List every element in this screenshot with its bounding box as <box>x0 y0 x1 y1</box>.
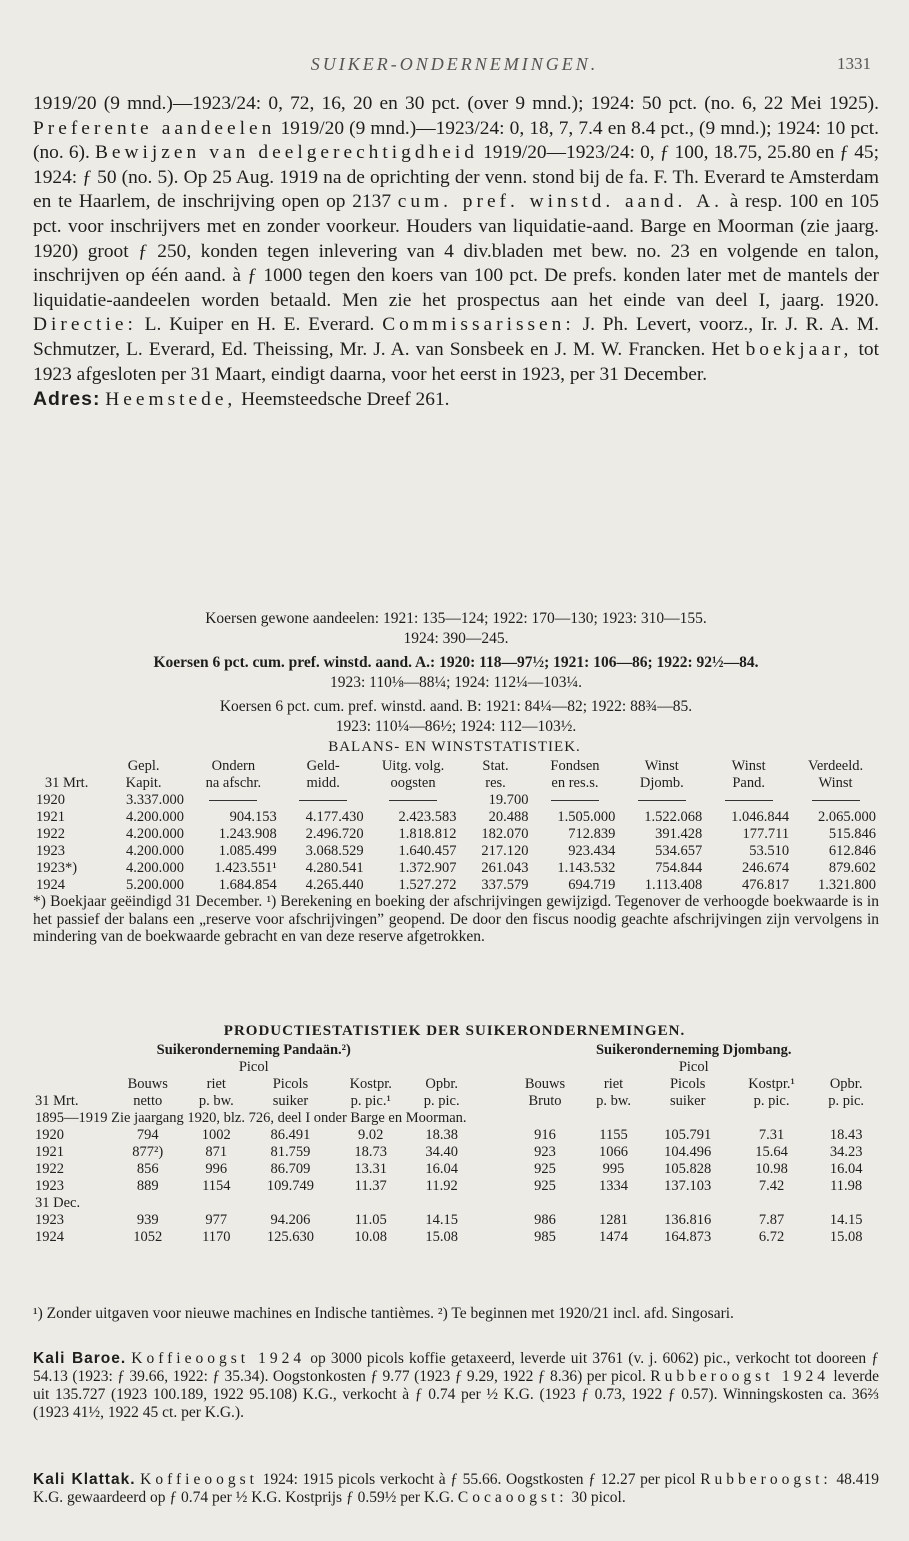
balans-value-cell: 2.496.720 <box>305 826 364 842</box>
balans-header2-cell: oogsten <box>390 775 436 791</box>
adres-line <box>33 387 879 413</box>
pandaan-name: Suikeronderneming Pandaän.²) <box>156 1042 351 1058</box>
balans-value-cell <box>618 792 705 809</box>
balans-body <box>33 792 879 894</box>
productie-value-cell: 18.38 <box>425 1127 458 1143</box>
productie-value-cell: 15.08 <box>829 1229 863 1245</box>
productie-row <box>33 1127 879 1144</box>
productie-value-cell: 34.40 <box>425 1144 458 1160</box>
productie-value-cell: Bruto <box>528 1093 562 1109</box>
productie-value-cell: 923 <box>534 1144 556 1160</box>
productie-value-cell: netto <box>133 1093 163 1109</box>
productie-value-cell: 986 <box>534 1212 556 1228</box>
kali-klattak-name: Kali Klattak. <box>33 1471 136 1488</box>
kali-klattak-koffie-text: 1924: 1915 picols verkocht à ƒ 55.66. Oogstkosten ƒ 12.27 per picol <box>262 1471 696 1488</box>
balans-value-cell: 4.200.000 <box>126 843 185 859</box>
kali-baroe-koffie-text: op 3000 picols koffie getaxeerd, leverde uit 3761 (v. j. 6062) pic., verkocht tot dooreen ƒ 54.13 (1923: ƒ 39.66, 1922: ƒ 35.34). Oogstonkosten ƒ 9.77 (1923 ƒ 9.29, 1922 ƒ 8.36) per picol. <box>33 1350 880 1385</box>
adres-street: Heemsteedsche Dreef 261. <box>241 389 450 411</box>
kali-klattak-rubber-label: Rubberoogst: <box>700 1471 832 1488</box>
productie-value-cell: 871 <box>205 1144 228 1160</box>
balans-title: BALANS- EN WINSTSTATISTIEK. <box>328 739 581 755</box>
balans-header2-cell: Pand. <box>732 775 765 791</box>
balans-value-cell: 534.657 <box>655 843 703 859</box>
productie-value-cell: 925 <box>534 1161 556 1177</box>
balans-value-cell: 754.844 <box>655 860 703 876</box>
productie-value-cell: 125.630 <box>266 1229 315 1245</box>
koersen-pref-a-line2: 1923: 110⅛—88¼; 1924: 112¼—103¼. <box>329 673 583 691</box>
djombang-name: Suikeronderneming Djombang. <box>595 1042 792 1058</box>
balans-value-cell: 3.068.529 <box>305 843 364 859</box>
preferente-text: 1919/20 (9 mnd.)—1923/24: 0, 18, 7, 7.4 en 8.4 pct., (9 mnd.); 1924: 10 pct. (no. 6). <box>33 117 879 164</box>
balans-value-cell: 177.711 <box>742 826 790 842</box>
koersen-pref-b <box>33 697 879 736</box>
balans-header2-cell: 31 Mrt. <box>44 775 89 791</box>
company-description <box>33 92 879 413</box>
balans-year-cell: 1923*) <box>36 860 78 876</box>
koersen-pref-a-line1: Koersen 6 pct. cum. pref. winstd. aand. A.: 1920: 118—97½; 1921: 106—86; 1922: 92½—84. <box>153 654 759 671</box>
productie-value-cell: 996 <box>205 1161 228 1177</box>
balans-value-cell: 4.280.541 <box>305 860 364 876</box>
empty-value-dash <box>725 800 773 801</box>
productie-value-cell: suiker <box>272 1093 309 1109</box>
productie-picol-row <box>33 1059 879 1076</box>
kali-baroe-rubber-label: Rubberoogst 1924 <box>650 1368 829 1385</box>
balans-value-cell: 5.200.000 <box>126 877 185 893</box>
balans-value-cell: 1.046.844 <box>731 809 790 825</box>
balans-value-cell: 1.372.907 <box>398 860 457 876</box>
productie-header-row-1 <box>33 1076 879 1093</box>
dividend-text: 1919/20 (9 mnd.)—1923/24: 0, 72, 16, 20 en 30 pct. (over 9 mnd.); 1924: 50 pct. (no. 6, 22 Mei 1925). <box>33 93 879 114</box>
productie-value-cell: 916 <box>534 1127 556 1143</box>
productie-value-cell: 1170 <box>202 1229 231 1245</box>
productie-value-cell: 985 <box>534 1229 556 1245</box>
productie-value-cell: 109.749 <box>266 1178 315 1194</box>
productie-value-cell: 11.37 <box>354 1178 387 1194</box>
productie-company-row <box>33 1042 879 1059</box>
balans-header1-cell: Gepl. <box>127 758 160 774</box>
balans-value-cell: 476.817 <box>741 877 790 893</box>
productie-year-cell: 1924 <box>35 1229 64 1245</box>
balans-value-cell: 1.113.408 <box>644 877 703 893</box>
balans-value-cell: 4.200.000 <box>126 860 185 876</box>
balans-row <box>33 809 879 826</box>
productie-value-cell: Opbr. <box>425 1076 458 1092</box>
balans-value-cell: 1.527.272 <box>398 877 457 893</box>
preferente-label: Preferente aandeelen <box>33 117 276 139</box>
kali-klattak-cocoa-text: 30 picol. <box>571 1489 626 1506</box>
balans-header2-cell: na afschr. <box>205 775 262 791</box>
balans-value-cell: 19.700 <box>488 792 529 808</box>
balans-year-cell: 1922 <box>36 826 65 842</box>
balans-value-cell: 4.177.430 <box>305 809 364 825</box>
balans-header1-cell: Uitg. volg. <box>381 758 445 774</box>
productie-year-cell: 1920 <box>35 1127 64 1143</box>
balans-header-row-1 <box>33 758 879 775</box>
productie-year-cell: 1923 <box>35 1212 64 1228</box>
productie-value-cell: 105.791 <box>664 1127 712 1143</box>
koersen-pref-b-line2: 1923: 110¼—86½; 1924: 112—103½. <box>335 717 577 735</box>
balans-value-cell: 904.153 <box>229 809 277 825</box>
productie-value-cell: 136.816 <box>664 1212 712 1228</box>
productie-value-cell: 977 <box>205 1212 228 1228</box>
productie-value-cell: 6.72 <box>758 1229 785 1245</box>
productie-table <box>33 1042 879 1246</box>
adres-label: Adres: <box>33 388 101 411</box>
productie-note-cell: 1895—1919 Zie jaargang 1920, blz. 726, deel I onder Barge en Moorman. <box>35 1110 467 1126</box>
balans-footnote <box>33 893 879 946</box>
productie-value-cell: 1066 <box>599 1144 629 1160</box>
balans-value-cell: 4.265.440 <box>305 877 364 893</box>
productie-row <box>33 1212 879 1229</box>
productie-row <box>33 1178 879 1195</box>
balans-value-cell: 4.200.000 <box>126 826 185 842</box>
productie-value-cell: p. pic. <box>753 1093 790 1109</box>
balans-footnote-text: *) Boekjaar geëindigd 31 December. ¹) Berekening en boeking der afschrijvingen gewijzigd. Tegenover de verhoogde boekwaarde is in het passief der balans een „reserve voor afschrijvingen” geopend. De door den fiscus noodig geachte afschrijvingen zijn vervolgens in mindering van de boekwaarde gebracht en van deze reserve afgetrokken. <box>33 893 879 945</box>
balans-header1-cell: Verdeeld. <box>807 758 864 774</box>
picol-label-left: Picol <box>238 1059 269 1075</box>
inschrijving-text: à resp. 100 en 105 pct. voor inschrijvers met en zonder voorkeur. Houders van liquidatie-aand. Barge en Moorman (zie jaarg. 1920) groot ƒ 250, konden tegen inlevering van 4 div.bladen met bew. no. 23 en volgende en talon, inschrijven op één aand. à ƒ 1000 tegen den koers van 100 pct. De prefs. konden later met de mantels der liquidatie-aandeelen worden betaald. Men zie het prospectus aan het einde van deel I, jaarg. 1920. <box>33 191 879 311</box>
balans-header1-cell: Winst <box>644 758 679 774</box>
kali-baroe-rubber-text: leverde uit 135.727 (1923 100.189, 1922 95.108) K.G., verkocht à ƒ 0.74 per ½ K.G. (1923 ƒ 0.73, 1922 ƒ 0.57). Winningskosten ca. 36⅔ (1923 41½, 1922 45 ct. per K.G.). <box>33 1368 880 1421</box>
productie-value-cell: Opbr. <box>829 1076 863 1092</box>
productie-value-cell: 16.04 <box>829 1161 863 1177</box>
balans-value-cell <box>280 792 367 809</box>
productie-value-cell: 11.92 <box>425 1178 458 1194</box>
productie-value-cell: 164.873 <box>664 1229 712 1245</box>
productie-row <box>33 1144 879 1161</box>
balans-value-cell: 4.200.000 <box>126 809 185 825</box>
directie-text: L. Kuiper en H. E. Everard. <box>144 314 375 336</box>
balans-value-cell: 53.510 <box>749 843 790 859</box>
balans-value-cell: 246.674 <box>741 860 790 876</box>
kali-klattak-rubber-text: 48.419 K.G. gewaardeerd op ƒ 0.74 per ½ K.G. Kostprijs ƒ 0.59½ per K.G. <box>33 1471 880 1506</box>
directie-label: Directie: <box>33 314 137 336</box>
productie-row <box>33 1161 879 1178</box>
balans-value-cell: 337.579 <box>481 877 529 893</box>
productie-value-cell: riet <box>206 1076 226 1092</box>
productie-value-cell: 14.15 <box>425 1212 458 1228</box>
description-paragraph <box>33 92 879 387</box>
balans-value-cell: 1.684.854 <box>218 877 277 893</box>
productie-value-cell: Picols <box>669 1076 706 1092</box>
balans-header2-cell: Djomb. <box>639 775 684 791</box>
productie-value-cell: 1155 <box>599 1127 628 1143</box>
balans-row <box>33 826 879 843</box>
productie-value-cell: 995 <box>602 1161 625 1177</box>
productie-value-cell: 137.103 <box>664 1178 712 1194</box>
productie-value-cell: 105.828 <box>664 1161 712 1177</box>
balans-header2-cell: Winst <box>818 775 853 791</box>
balans-value-cell <box>367 792 460 809</box>
productie-value-cell: p. pic. <box>828 1093 865 1109</box>
productie-value-cell: 889 <box>136 1178 159 1194</box>
balans-value-cell: 1.243.908 <box>218 826 277 842</box>
balans-header2-cell: midd. <box>306 775 340 791</box>
productie-value-cell: 7.87 <box>758 1212 785 1228</box>
balans-value-cell: 182.070 <box>481 826 529 842</box>
productie-year-cell <box>33 1076 111 1093</box>
productie-value-cell: 34.23 <box>829 1144 863 1160</box>
balans-value-cell: 391.428 <box>655 826 703 842</box>
balans-value-cell: 1.505.000 <box>557 809 616 825</box>
page-number: 1331 <box>837 54 871 73</box>
koersen-gewone-line2: 1924: 390—245. <box>403 629 509 647</box>
balans-year-cell: 1921 <box>36 809 65 825</box>
productie-value-cell: 939 <box>136 1212 159 1228</box>
empty-value-dash <box>812 800 860 801</box>
balans-header2-cell: res. <box>485 775 506 791</box>
bewijzen-text: 1919/20—1923/24: 0, ƒ 100, 18.75, 25.80 en ƒ 45; 1924: ƒ 50 (no. 5). Op 25 Aug. 1919 na de oprichting der venn. stond bij de fa. F. Th. Everard te Amsterdam en te Haarlem, de inschrijving open op 2137 <box>33 142 879 213</box>
balans-value-cell: 3.337.000 <box>126 792 185 808</box>
productie-footnote <box>33 1305 879 1323</box>
balans-header2-cell: en res.s. <box>551 775 599 791</box>
balans-value-cell <box>187 792 280 809</box>
commissarissen-text: J. Ph. Levert, voorz., Ir. J. R. A. M. Schmutzer, L. Everard, Ed. Theissing, Mr. J. A. van Sonsbeek en J. M. W. Francken. Het <box>33 314 879 360</box>
balans-value-cell: 1.522.068 <box>644 809 703 825</box>
productie-value-cell: 9.02 <box>358 1127 384 1143</box>
empty-value-dash <box>209 800 257 801</box>
productie-value-cell: 18.43 <box>829 1127 863 1143</box>
balans-header1-cell <box>33 758 100 775</box>
productie-year-cell: 1923 <box>35 1178 64 1194</box>
balans-year-cell: 1924 <box>36 877 65 893</box>
productie-value-cell: 1334 <box>599 1178 629 1194</box>
balans-value-cell <box>792 792 879 809</box>
productie-value-cell: 81.759 <box>270 1144 311 1160</box>
balans-year-cell: 1920 <box>36 792 65 808</box>
productie-header-row-2 <box>33 1093 879 1110</box>
page-header <box>0 54 909 84</box>
balans-header1-cell: Geld- <box>306 758 340 774</box>
bewijzen-label: Bewijzen van deelgerechtigdheid <box>94 142 478 164</box>
kali-klattak-koffie-label: Koffieoogst <box>140 1471 258 1488</box>
productie-value-cell: 86.491 <box>270 1127 311 1143</box>
balans-value-cell: 879.602 <box>828 860 876 876</box>
productie-value-cell: 86.709 <box>270 1161 311 1177</box>
balans-table <box>33 758 879 894</box>
productie-value-cell: 10.08 <box>354 1229 388 1245</box>
kali-baroe-name: Kali Baroe. <box>33 1350 127 1367</box>
balans-header1-cell: Stat. <box>482 758 509 774</box>
productie-value-cell: p. bw. <box>198 1093 234 1109</box>
balans-value-cell: 515.846 <box>828 826 876 842</box>
productie-value-cell: 877²) <box>132 1144 164 1160</box>
productie-value-cell: p. bw. <box>596 1093 631 1109</box>
boekjaar-label: boekjaar, <box>745 338 853 360</box>
productie-title: PRODUCTIESTATISTIEK DER SUIKERONDERNEMINGEN. <box>223 1023 686 1039</box>
balans-value-cell: 1.423.551¹ <box>214 860 277 876</box>
balans-value-cell: 217.120 <box>481 843 529 859</box>
kali-baroe-section <box>33 1350 879 1422</box>
productie-value-cell: 7.42 <box>758 1178 785 1194</box>
productie-value-cell: riet <box>603 1076 624 1092</box>
balans-row <box>33 792 879 809</box>
balans-value-cell: 1.321.800 <box>818 877 876 893</box>
balans-value-cell: 612.846 <box>828 843 876 859</box>
balans-value-cell: 923.434 <box>568 843 616 859</box>
koersen-gewone <box>33 609 879 648</box>
koersen-pref-b-line1: Koersen 6 pct. cum. pref. winstd. aand. B: 1921: 84¼—82; 1922: 88¾—85. <box>219 698 693 715</box>
boekjaar-text: tot 1923 afgesloten per 31 Maart, eindigt daarna, voor het eerst in 1923, per 31 December. <box>33 338 879 385</box>
productie-value-cell: 104.496 <box>664 1144 712 1160</box>
balans-value-cell: 2.423.583 <box>398 809 457 825</box>
balans-header1-cell: Ondern <box>211 758 256 774</box>
productie-value-cell: 15.08 <box>425 1229 458 1245</box>
balans-value-cell: 694.719 <box>568 877 616 893</box>
kali-klattak-cocoa-label: Cocaoogst: <box>457 1489 568 1506</box>
balans-value-cell: 1.640.457 <box>398 843 457 859</box>
balans-value-cell: 2.065.000 <box>818 809 876 825</box>
productie-value-cell: 11.98 <box>830 1178 863 1194</box>
productie-value-cell: 18.73 <box>354 1144 388 1160</box>
balans-value-cell: 1.085.499 <box>218 843 277 859</box>
balans-header1-cell: Winst <box>731 758 766 774</box>
balans-year-cell: 1923 <box>36 843 65 859</box>
productie-value-cell: 1281 <box>599 1212 629 1228</box>
balans-value-cell <box>532 792 619 809</box>
commissarissen-label: Commissarissen: <box>382 314 575 336</box>
koersen-gewone-line1: Koersen gewone aandeelen: 1921: 135—124; 1922: 170—130; 1923: 310—155. <box>205 610 707 627</box>
productie-value-cell: suiker <box>669 1093 706 1109</box>
productie-value-cell: 1052 <box>133 1229 163 1245</box>
kali-klattak-section <box>33 1471 879 1507</box>
productie-value-cell: 15.64 <box>755 1144 788 1160</box>
balans-header2-cell: Kapit. <box>125 775 162 791</box>
empty-value-dash <box>299 800 347 801</box>
adres-place: Heemstede, <box>105 389 237 411</box>
balans-value-cell: 20.488 <box>488 809 529 825</box>
productie-value-cell: 925 <box>534 1178 556 1194</box>
productie-value-cell: Kostpr.¹ <box>748 1076 795 1092</box>
productie-value-cell: 1154 <box>202 1178 231 1194</box>
productie-year-cell: 1922 <box>35 1161 64 1177</box>
productie-dec-label-row <box>33 1195 879 1212</box>
productie-row <box>33 1229 879 1246</box>
productie-value-cell: 794 <box>136 1127 159 1143</box>
productie-value-cell: Bouws <box>127 1076 168 1092</box>
productie-value-cell: p. pic.¹ <box>350 1093 391 1109</box>
balans-value-cell: 1.143.532 <box>557 860 616 876</box>
empty-value-dash <box>389 800 437 801</box>
balans-row <box>33 877 879 894</box>
balans-value-cell: 261.043 <box>481 860 529 876</box>
balans-header-row-2 <box>33 775 879 792</box>
productie-body <box>33 1042 879 1246</box>
running-title: SUIKER-ONDERNEMINGEN. <box>310 54 599 74</box>
productie-year-cell: 1921 <box>35 1144 64 1160</box>
balans-header1-cell: Fondsen <box>550 758 600 774</box>
picol-label-right: Picol <box>678 1059 709 1075</box>
productie-footnote-text: ¹) Zonder uitgaven voor nieuwe machines en Indische tantièmes. ²) Te beginnen met 1920/21 incl. afd. Singosari. <box>33 1305 734 1322</box>
productie-value-cell: 16.04 <box>425 1161 458 1177</box>
balans-value-cell <box>705 792 792 809</box>
balans-value-cell: 712.839 <box>568 826 616 842</box>
productie-value-cell: Picols <box>272 1076 309 1092</box>
empty-value-dash <box>638 800 686 801</box>
productie-value-cell: p. pic. <box>423 1093 460 1109</box>
productie-value-cell: 7.31 <box>758 1127 785 1143</box>
productie-value-cell: Bouws <box>524 1076 566 1092</box>
kali-baroe-paragraph <box>33 1350 879 1422</box>
balans-row <box>33 860 879 877</box>
productie-value-cell: 10.98 <box>755 1161 788 1177</box>
kali-klattak-paragraph <box>33 1471 879 1507</box>
productie-value-cell: 11.05 <box>354 1212 387 1228</box>
balans-value-cell: 1.818.812 <box>398 826 457 842</box>
productie-dec-label: 31 Dec. <box>35 1195 81 1211</box>
productie-year-cell: 31 Mrt. <box>35 1093 79 1109</box>
productie-value-cell: Kostpr. <box>349 1076 392 1092</box>
productie-value-cell: 13.31 <box>354 1161 388 1177</box>
empty-value-dash <box>551 800 599 801</box>
productie-value-cell: 1002 <box>201 1127 231 1143</box>
koersen-pref-a <box>33 653 879 692</box>
productie-value-cell: 856 <box>136 1161 159 1177</box>
kali-baroe-koffie-label: Koffieoogst 1924 <box>131 1350 306 1367</box>
balans-row <box>33 843 879 860</box>
productie-note-row <box>33 1110 879 1127</box>
cum-pref-label: cum. pref. winstd. aand. A. <box>397 191 723 213</box>
productie-value-cell: 14.15 <box>829 1212 863 1228</box>
productie-value-cell: 1474 <box>599 1229 629 1245</box>
productie-value-cell: 94.206 <box>270 1212 311 1228</box>
